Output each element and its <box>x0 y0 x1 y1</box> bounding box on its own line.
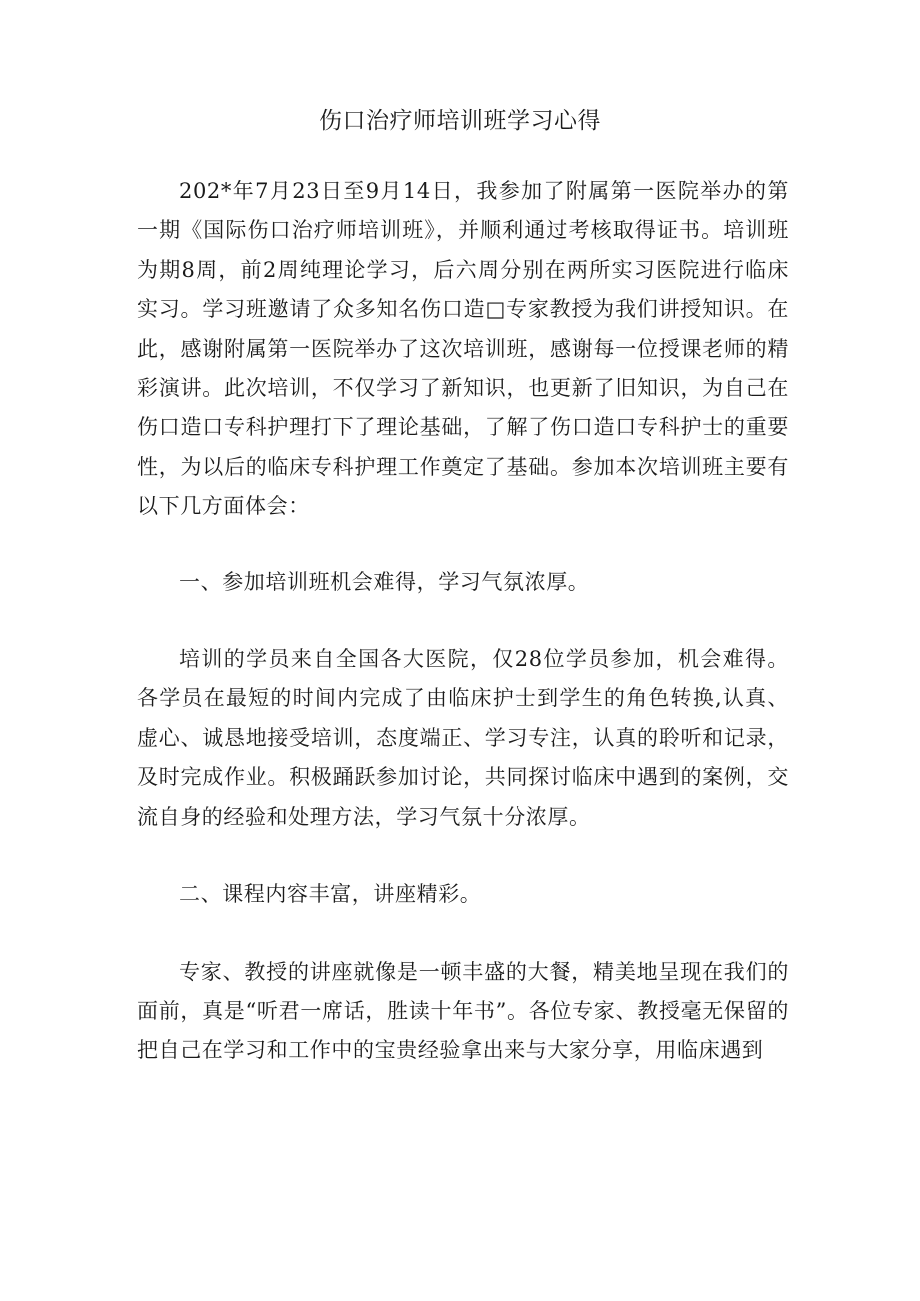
paragraph-section-2: 专家、教授的讲座就像是一顿丰盛的大餐，精美地呈现在我们的面前，真是“听君一席话，胜读十年书”。各位专家、教授毫无保留的把自己在学习和工作中的宝贵经验拿出来与大家分享，用临床遇到 <box>137 959 789 1063</box>
paragraph-spacer <box>137 915 789 953</box>
document-body <box>137 172 789 1071</box>
paragraph-spacer <box>137 527 789 563</box>
paragraph-spacer <box>137 837 789 875</box>
paragraph-section-1: 培训的学员来自全国各大医院，仅28位学员参加，机会难得。各学员在最短的时间内完成了由临床护士到学生的角色转换,认真、虚心、诚恳地接受培训，态度端正、学习专注，认真的聆听和记录，及时完成作业。积极踊跃参加讨论，共同探讨临床中遇到的案例，交流自身的经验和处理方法，学习气氛十分浓厚。 <box>137 647 789 829</box>
section-heading-2: 二、课程内容丰富，讲座精彩。 <box>179 882 482 907</box>
section-heading-1: 一、参加培训班机会难得，学习气氛浓厚。 <box>179 569 590 594</box>
paragraph-intro: 202*年7月23日至9月14日，我参加了附属第一医院举办的第一期《国际伤口治疗师培训班》，并顺利通过考核取得证书。培训班为期8周，前2周纯理论学习，后六周分别在两所实习医院进行临床实习。学习班邀请了众多知名伤口造□专家教授为我们讲授知识。在此，感谢附属第一医院举办了这次培训班，感谢每一位授课老师的精彩演讲。此次培训，不仅学习了新知识，也更新了旧知识，为自己在伤口造口专科护理打下了理论基础，了解了伤口造口专科护士的重要性，为以后的临床专科护理工作奠定了基础。参加本次培训班主要有以下几方面体会： <box>137 179 789 519</box>
document-title: 伤口治疗师培训班学习心得 <box>319 108 601 134</box>
paragraph-spacer <box>137 602 789 640</box>
